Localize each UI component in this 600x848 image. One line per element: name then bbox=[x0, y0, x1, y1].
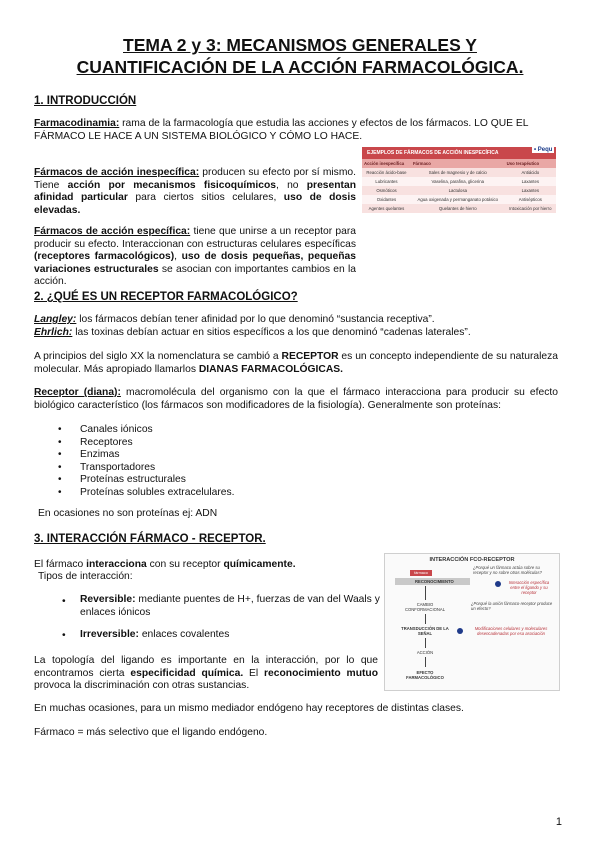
mediador-paragraph: En muchas ocasiones, para un mismo mediador endógeno hay receptores de distintas clases. bbox=[34, 703, 464, 714]
diagram-title: INTERACCIÓN FCO-RECEPTOR bbox=[429, 557, 515, 563]
list-item-text: Receptores bbox=[80, 436, 133, 448]
table-header: Acción inespecífica bbox=[362, 159, 411, 168]
diagram-question-2: ¿Porqué la unión fármaco-receptor produce un efecto? bbox=[471, 601, 553, 611]
siglo-text-1: A principios del siglo XX la nomenclatura se cambió a bbox=[34, 351, 282, 362]
reversible-term: Reversible: bbox=[80, 594, 136, 605]
inespecifica-bold-3: uso de dosis elevadas. bbox=[34, 192, 356, 216]
section-3-heading: 3. INTERACCIÓN FÁRMACO - RECEPTOR. bbox=[34, 533, 266, 545]
list-item bbox=[58, 436, 380, 450]
bullet-icon: • bbox=[58, 486, 62, 498]
especifica-bold-1: (receptores farmacológicos) bbox=[34, 251, 175, 263]
table-row bbox=[362, 195, 556, 204]
ehrlich-paragraph bbox=[34, 327, 558, 340]
table-body bbox=[362, 159, 556, 213]
especifica-bold-2: uso de dosis pequeñas, pequeñas variaciones estructurales bbox=[34, 251, 356, 275]
table-header: Uso terapéutico bbox=[505, 159, 556, 168]
inespecifica-examples-table bbox=[362, 147, 556, 255]
diagram-dot-icon bbox=[495, 581, 501, 587]
table-cell: Laxantes bbox=[505, 186, 556, 195]
diagram-accion: ACCIÓN bbox=[416, 650, 434, 655]
diagram-red-note-1: Interacción específica entre el ligando y su receptor bbox=[508, 580, 550, 595]
bullet-icon: • bbox=[62, 596, 66, 607]
receptor-paragraph bbox=[34, 387, 558, 412]
diagram-farmaco-label: fármaco bbox=[410, 570, 432, 576]
list-item bbox=[58, 449, 380, 462]
title-line-2: CUANTIFICACIÓN DE LA ACCIÓN FARMACOLÓGICA. bbox=[76, 57, 524, 77]
siglo-paragraph bbox=[34, 351, 558, 376]
irreversible-term: Irreversible: bbox=[80, 629, 139, 640]
diagram-connector bbox=[425, 657, 426, 667]
list-item bbox=[58, 424, 380, 437]
table-row bbox=[362, 186, 556, 195]
interaccion-text-1: El fármaco bbox=[34, 559, 87, 570]
table-cell: Intoxicación por hierro bbox=[505, 204, 556, 213]
bullet-icon: • bbox=[62, 630, 66, 641]
list-item-text: Transportadores bbox=[80, 461, 156, 473]
section-2-heading: 2. ¿QUÉ ES UN RECEPTOR FARMACOLÓGICO? bbox=[34, 291, 298, 303]
list-item-text: Enzimas bbox=[80, 449, 120, 461]
ehrlich-text: las toxinas debían actuar en sitios específicos a los que denominó “cadenas laterales”. bbox=[72, 327, 471, 338]
diagram-cambio: CAMBIO CONFORMACIONAL bbox=[405, 602, 446, 612]
topologia-text-3: provoca la discriminación con otras sustancias. bbox=[34, 680, 250, 692]
table-cell: Sales de magnesio y de calcio bbox=[411, 168, 505, 177]
list-item bbox=[58, 474, 380, 487]
bullet-icon: • bbox=[58, 436, 62, 448]
especifica-paragraph-a bbox=[34, 226, 356, 289]
interaccion-bold-2: químicamente. bbox=[223, 559, 296, 570]
table-cell: Oxidantes bbox=[362, 195, 411, 204]
topologia-text-1: La topología del ligando es importante en la interacción, por lo que encontramos cierta bbox=[34, 655, 378, 679]
especifica-text-2: , bbox=[174, 251, 182, 263]
receptor-term: Receptor (diana): bbox=[34, 387, 121, 398]
title-line-1: TEMA 2 y 3: MECANISMOS GENERALES Y bbox=[123, 35, 477, 55]
diagram-efecto: EFECTO FARMACOLÓGICO bbox=[406, 670, 444, 680]
siglo-bold-2: DIANAS FARMACOLÓGICAS. bbox=[198, 363, 343, 375]
inespecifica-term: Fármacos de acción inespecífica: bbox=[34, 167, 200, 178]
langley-term: Langley: bbox=[34, 314, 77, 325]
table-cell: Osmóticos bbox=[362, 186, 411, 195]
selectivo-paragraph: Fármaco = más selectivo que el ligando endógeno. bbox=[34, 727, 268, 738]
page-number: 1 bbox=[555, 816, 562, 828]
reversible-text: mediante puentes de H+, fuerzas de van del Waals y enlaces iónicos bbox=[80, 594, 380, 618]
list-item-text: Proteínas estructurales bbox=[80, 474, 186, 486]
irreversible-text: enlaces covalentes bbox=[138, 629, 230, 640]
bullet-icon: • bbox=[58, 474, 62, 486]
diagram-red-note-2: Modificaciones celulares y moleculares desencadenadas por esa asociación bbox=[474, 626, 548, 636]
inespecifica-paragraph bbox=[34, 167, 356, 217]
table-row bbox=[362, 168, 556, 177]
bullet-icon: • bbox=[58, 461, 62, 473]
list-item bbox=[58, 461, 380, 475]
table-cell: Agentes quelantes bbox=[362, 204, 411, 213]
irreversible-item bbox=[80, 629, 380, 642]
inespecifica-text-2: , no bbox=[275, 179, 307, 191]
bullet-icon: • bbox=[58, 424, 62, 435]
list-item bbox=[58, 486, 380, 500]
langley-text: los fármacos debían tener afinidad por lo que denominó “sustancia receptiva”. bbox=[76, 314, 435, 325]
table-header: Fármaco bbox=[411, 159, 505, 168]
farmacodinamia-text: rama de la farmacología que estudia las acciones y efectos de los fármacos. LO QUE EL FÁRMACO LE HACE A UN SISTEMA BIOLÓGICO Y CÓMO LO HACE. bbox=[34, 118, 529, 142]
interaction-diagram bbox=[384, 553, 560, 691]
protein-list bbox=[58, 424, 380, 500]
page-title bbox=[30, 34, 570, 78]
diagram-question-1: ¿Porqué un fármaco actúa sobre su receptor y no sobre otras moléculas? bbox=[473, 565, 542, 575]
inespecifica-text-1: producen su efecto por sí mismo. Tiene bbox=[34, 167, 356, 191]
interaccion-paragraph bbox=[34, 559, 374, 572]
interaccion-text-2: con su receptor bbox=[146, 559, 224, 570]
topologia-bold-2: reconocimiento mutuo bbox=[264, 667, 378, 679]
langley-paragraph bbox=[34, 314, 558, 327]
table-cell: Reacción ácido-base bbox=[362, 168, 411, 177]
inespecifica-bold-1: acción por mecanismos fisicoquímicos bbox=[67, 179, 276, 191]
table-tag: • Pequ bbox=[534, 147, 553, 153]
table-cell: Lubricantes bbox=[362, 177, 411, 186]
inespecifica-text-3: para ciertos sitios celulares, bbox=[127, 192, 284, 204]
tipos-label: Tipos de interacción: bbox=[38, 571, 133, 582]
diagram-transduccion: TRANSDUCCIÓN DE LA SEÑAL bbox=[401, 626, 449, 636]
diagram-connector bbox=[425, 614, 426, 624]
topologia-bold-1: especificidad química. bbox=[130, 667, 244, 679]
table-row bbox=[362, 204, 556, 213]
diagram-connector bbox=[425, 638, 426, 648]
especifica-text-1: tiene que unirse a un receptor para producir su efecto. Interaccionan con estructuras celulares específicas bbox=[34, 226, 356, 250]
especifica-text-3: se asocian con importantes cambios en la acción. bbox=[34, 263, 356, 288]
diagram-dot-icon bbox=[457, 628, 463, 634]
inespecifica-bold-2: presentan afinidad particular bbox=[34, 179, 356, 204]
interaccion-bold-1: interacciona bbox=[86, 559, 147, 570]
table-title: EJEMPLOS DE FÁRMACOS DE ACCIÓN INESPECÍFICA bbox=[362, 147, 556, 159]
list-item-text: Canales iónicos bbox=[80, 424, 153, 435]
bullet-icon: • bbox=[58, 449, 62, 461]
especifica-term: Fármacos de acción específica: bbox=[34, 226, 191, 237]
topologia-paragraph bbox=[34, 655, 378, 693]
reversible-item bbox=[80, 594, 380, 619]
farmacodinamia-term: Farmacodinamia: bbox=[34, 118, 120, 129]
section-1-heading: 1. INTRODUCCIÓN bbox=[34, 95, 137, 107]
diagram-connector bbox=[425, 586, 426, 600]
adn-note: En ocasiones no son proteínas ej: ADN bbox=[38, 508, 218, 519]
siglo-bold-1: RECEPTOR bbox=[281, 351, 339, 362]
table-cell: Agua oxigenada y permanganato potásico bbox=[411, 195, 505, 204]
list-item-text: Proteínas solubles extracelulares. bbox=[80, 486, 235, 498]
table-cell: Laxantes bbox=[505, 177, 556, 186]
table-row bbox=[362, 177, 556, 186]
farmacodinamia-paragraph bbox=[34, 118, 558, 143]
table-cell: Lactulosa bbox=[411, 186, 505, 195]
diagram-reconocimiento: RECONOCIMIENTO bbox=[415, 579, 454, 584]
table-cell: Antiácido bbox=[505, 168, 556, 177]
table-cell: Quelantes de hierro bbox=[411, 204, 505, 213]
topologia-text-2: El bbox=[243, 667, 265, 679]
table-cell: Antisépticos bbox=[505, 195, 556, 204]
receptor-text: macromolécula del organismo con la que el fármaco interacciona para producir su efecto biológico característico (los fármacos son modificadores de la fisiología). Generalmente son proteínas: bbox=[34, 387, 558, 411]
table-cell: Vaselina, parafina, glicerina bbox=[411, 177, 505, 186]
ehrlich-term: Ehrlich: bbox=[34, 327, 73, 338]
siglo-text-2: es un concepto independiente de su naturaleza molecular. Más apropiado llamarlos bbox=[34, 351, 558, 375]
